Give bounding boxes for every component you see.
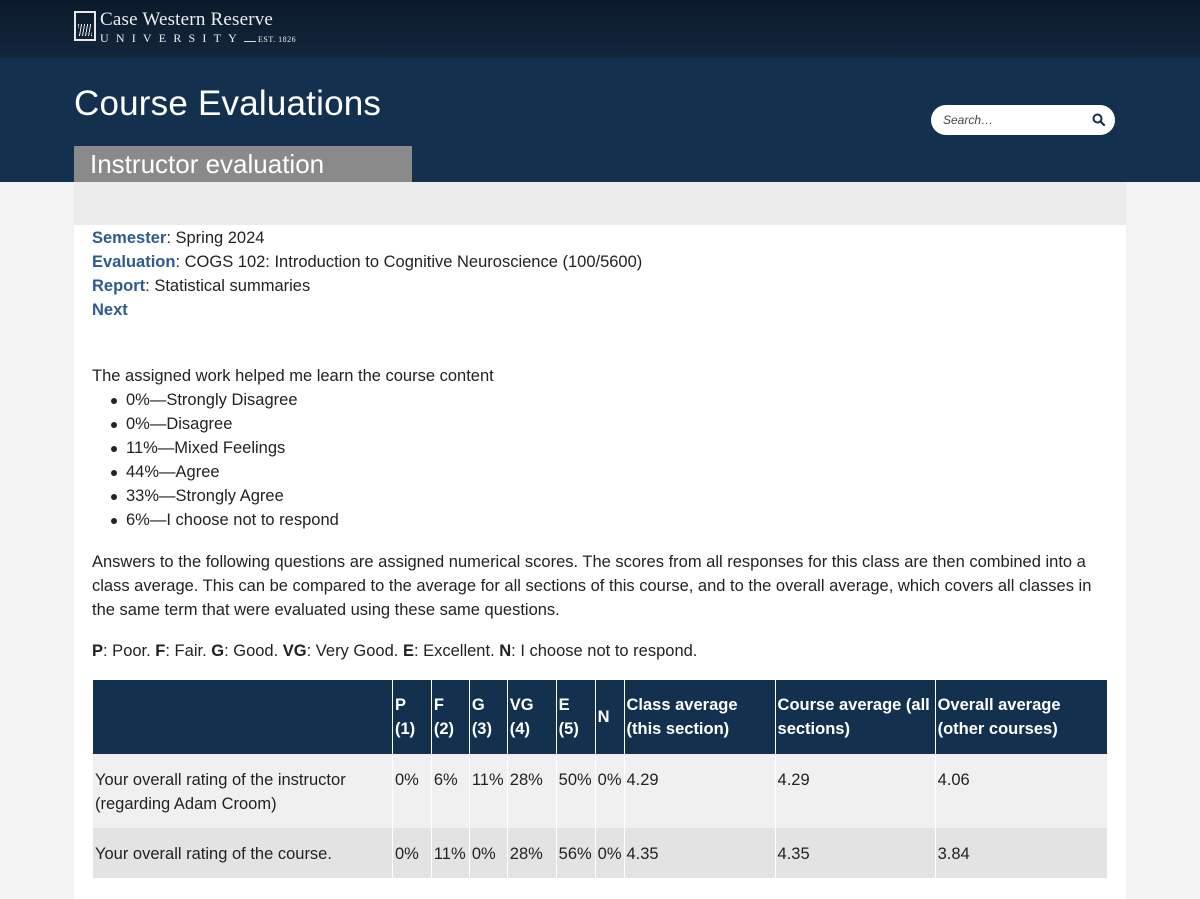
legend-value: : I choose not to respond. [511,642,698,660]
column-header: Class average (this section) [624,680,775,754]
semester-line [92,226,642,250]
legend-value: : Poor. [103,642,156,660]
table-cell: 4.06 [935,754,1107,828]
table-row [93,754,1107,828]
semester-value: : Spring 2024 [166,229,265,247]
logo-wordmark [100,10,296,46]
column-header [93,680,392,754]
legend-key: N [499,642,512,660]
legend-value: : Good. [224,642,283,660]
search-box [931,105,1115,135]
table-cell: 3.84 [935,828,1107,878]
logo-line-1: Case Western Reserve [100,9,274,30]
semester-label: Semester [92,229,167,247]
table-cell: 0% [595,828,624,878]
search-icon [1091,112,1107,128]
legend-value: : Very Good. [306,642,403,660]
next-link[interactable]: Next [92,301,128,319]
table-cell: 28% [507,754,556,828]
logo-est: EST. 1826 [258,35,297,44]
report-meta [92,226,642,322]
rating-legend [92,639,697,663]
table-cell: 50% [556,754,595,828]
legend-key: F [155,642,166,660]
legend-key: VG [282,642,307,660]
search-input[interactable] [943,105,1083,135]
table-cell: 11% [469,754,507,828]
logo-emblem-icon [74,11,96,41]
evaluation-line [92,250,642,274]
tab-instructor-evaluation-reports[interactable]: Instructor evaluation [74,146,412,182]
legend-key: G [211,642,225,660]
site-title[interactable]: Course Evaluations [74,84,382,123]
column-header: N [595,680,624,754]
list-item: 11%—Mixed Feelings [92,436,494,460]
column-header: P (1) [392,680,431,754]
table-cell: 56% [556,828,595,878]
legend-key: E [402,642,414,660]
table-cell: Your overall rating of the course. [95,845,332,863]
table-cell: 4.35 [775,828,935,878]
column-header: G (3) [469,680,507,754]
evaluation-label: Evaluation [92,253,176,271]
table-cell: 11% [431,828,469,878]
ratings-table [93,680,1107,878]
column-header: F (2) [431,680,469,754]
column-header: VG (4) [507,680,556,754]
evaluation-value: : COGS 102: Introduction to Cognitive Neuroscience (100/5600) [175,253,643,271]
legend-key: P [92,642,104,660]
table-cell: 0% [469,828,507,878]
table-cell: 4.29 [775,754,935,828]
table-cell: 0% [595,754,624,828]
content-top-strip [74,182,1126,225]
list-item: 44%—Agree [92,460,494,484]
question-block [92,364,494,532]
report-line [92,274,642,298]
main-content [74,182,1126,899]
column-header: Course average (all sections) [775,680,935,754]
question-title: The assigned work helped me learn the course content [92,367,494,385]
list-item: 0%—Strongly Disagree [92,388,494,412]
table-header-row [93,680,1107,754]
column-header: E (5) [556,680,595,754]
table-cell: 0% [392,828,431,878]
table-cell: 28% [507,828,556,878]
header-band [0,58,1200,182]
report-label: Report [92,277,146,295]
table-cell: 4.35 [624,828,775,878]
table-cell: 4.29 [624,754,775,828]
legend-value: : Fair. [165,642,212,660]
top-bar [0,0,1200,58]
logo-rule [244,41,256,42]
list-item: 6%—I choose not to respond [92,508,494,532]
table-cell: Your overall rating of the instructor (regarding Adam Croom) [95,771,346,813]
list-item: 0%—Disagree [92,412,494,436]
legend-value: : Excellent. [413,642,500,660]
table-cell: 6% [431,754,469,828]
university-logo[interactable] [74,10,296,46]
list-item: 33%—Strongly Agree [92,484,494,508]
logo-line-2 [100,31,296,46]
explanation-paragraph: Answers to the following questions are assigned numerical scores. The scores from all responses for this class are then combined into a class average. This can be compared to the average for all sections of this course, and to the overall average, which covers all classes in the same term that were evaluated using these same questions. [92,553,1092,619]
logo-university: UNIVERSITY [100,31,244,45]
question-options [92,388,494,532]
table-cell: 0% [392,754,431,828]
report-value: : Statistical summaries [145,277,311,295]
search-button[interactable] [1091,112,1107,128]
column-header: Overall average (other courses) [935,680,1107,754]
table-row [93,828,1107,878]
